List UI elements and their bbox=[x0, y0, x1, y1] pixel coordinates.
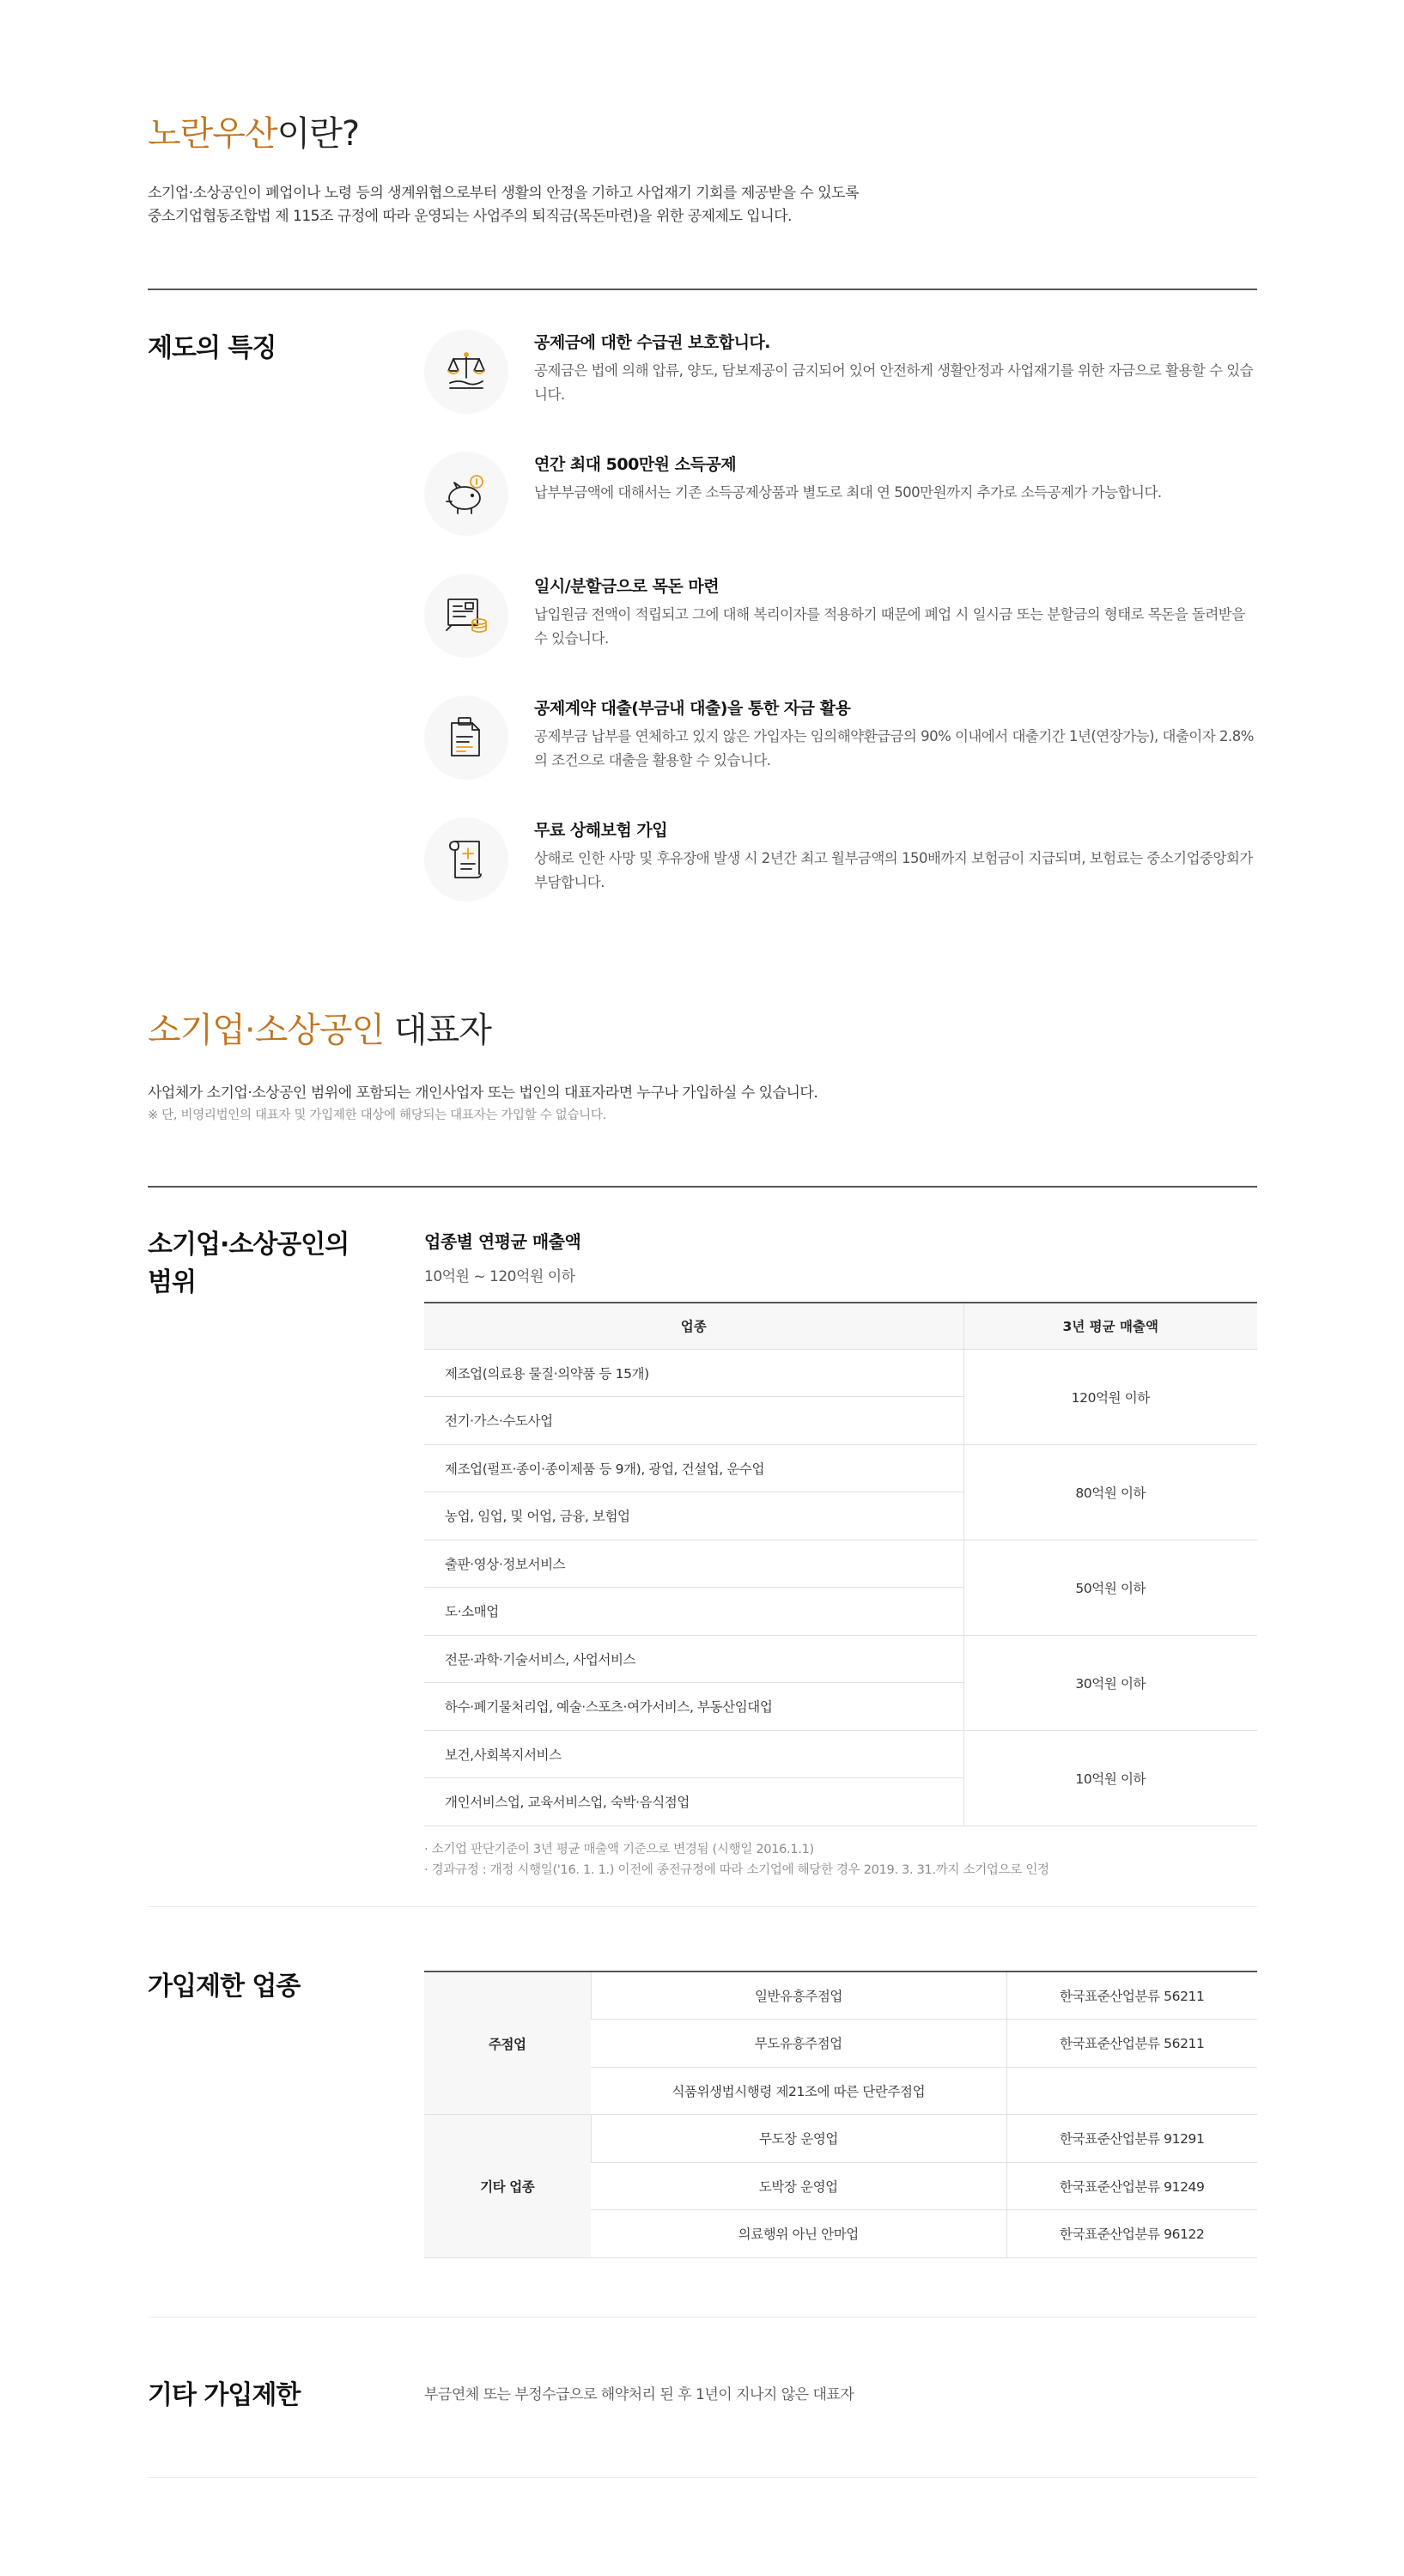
table-header-row bbox=[424, 1303, 1257, 1349]
feature-item bbox=[424, 330, 1257, 424]
document-coins-icon bbox=[424, 574, 508, 658]
table-row bbox=[424, 1971, 1257, 2020]
column-header-revenue: 3년 평균 매출액 bbox=[963, 1303, 1257, 1349]
scope-notes bbox=[424, 1839, 1049, 1880]
table-row bbox=[424, 1349, 1257, 1397]
section-divider bbox=[148, 1906, 1257, 1907]
scope-note: · 소기업 판단기준이 3년 평균 매출액 기준으로 변경됨 (시행일 2016.1.1) bbox=[424, 1843, 814, 1856]
scope-title-line: 범위 bbox=[148, 1267, 196, 1297]
feature-description: 상해로 인한 사망 및 후유장애 발생 시 2년간 최고 월부금액의 150배까지 보험금이 지급되며, 보험료는 중소기업중앙회가 부담합니다. bbox=[534, 850, 1253, 890]
feature-item bbox=[424, 696, 1257, 790]
industry-cell: 도박장 운영업 bbox=[591, 2162, 1006, 2210]
features-title: 제도의 특징 bbox=[148, 333, 277, 363]
intro-desc-line: 소기업·소상공인이 폐업이나 노령 등의 생계위협으로부터 생활의 안정을 기하고 사업재기 기회를 제공받을 수 있도록 bbox=[148, 185, 860, 202]
eligibility-title-accent: 소기업·소상공인 bbox=[148, 1011, 385, 1050]
eligibility-description: 사업체가 소기업·소상공인 범위에 포함되는 개인사업자 또는 법인의 대표자라면 누구나 가입하실 수 있습니다. bbox=[148, 1084, 818, 1102]
feature-item bbox=[424, 574, 1257, 668]
restricted-table bbox=[424, 1971, 1257, 2258]
feature-item bbox=[424, 817, 1257, 912]
feature-title: 공제계약 대출(부금내 대출)을 통한 자금 활용 bbox=[534, 699, 851, 718]
insurance-scroll-icon bbox=[424, 817, 508, 902]
revenue-cell: 120억원 이하 bbox=[963, 1349, 1257, 1444]
scope-title-line: 소기업·소상공인의 bbox=[148, 1230, 349, 1260]
eligibility-title-rest: 대표자 bbox=[384, 1011, 491, 1050]
industry-cell: 출판·영상·정보서비스 bbox=[424, 1540, 963, 1588]
code-cell: 한국표준산업분류 96122 bbox=[1006, 2210, 1257, 2258]
revenue-table bbox=[424, 1302, 1257, 1826]
intro-title-rest: 이란? bbox=[277, 114, 360, 154]
industry-cell: 전문·과학·기술서비스, 사업서비스 bbox=[424, 1635, 963, 1683]
feature-description: 납부부금액에 대해서는 기존 소득공제상품과 별도로 최대 연 500만원까지 추가로 소득공제가 가능합니다. bbox=[534, 484, 1162, 501]
industry-cell: 농업, 임업, 및 어업, 금융, 보험업 bbox=[424, 1492, 963, 1540]
table-row bbox=[424, 1444, 1257, 1492]
industry-cell: 무도유흥주점업 bbox=[591, 2020, 1006, 2068]
intro-title-accent: 노란우산 bbox=[148, 114, 277, 154]
eligibility-title bbox=[148, 1003, 491, 1052]
industry-cell: 개인서비스업, 교육서비스업, 숙박·음식점업 bbox=[424, 1778, 963, 1826]
intro-desc-line: 중소기업협동조합법 제 115조 규정에 따라 운영되는 사업주의 퇴직금(목돈마련)을 위한 공제제도 입니다. bbox=[148, 208, 792, 225]
code-cell: 한국표준산업분류 56211 bbox=[1006, 2020, 1257, 2068]
table-row bbox=[424, 1540, 1257, 1588]
industry-cell: 일반유흥주점업 bbox=[591, 1971, 1006, 2020]
code-cell: 한국표준산업분류 56211 bbox=[1006, 1971, 1257, 2020]
scope-note: · 경과규정 : 개정 시행일('16. 1. 1.) 이전에 종전규정에 따라 소기업에 해당한 경우 2019. 3. 31.까지 소기업으로 인정 bbox=[424, 1863, 1049, 1877]
feature-description: 납입원금 전액이 적립되고 그에 대해 복리이자를 적용하기 때문에 폐업 시 일시금 또는 분할금의 형태로 목돈을 돌려받을 수 있습니다. bbox=[534, 606, 1245, 647]
revenue-cell: 50억원 이하 bbox=[963, 1540, 1257, 1635]
eligibility-note: ※ 단, 비영리법인의 대표자 및 가입제한 대상에 해당되는 대표자는 가입할 수 없습니다. bbox=[148, 1109, 606, 1122]
section-divider bbox=[148, 2317, 1257, 2318]
industry-cell: 도·소매업 bbox=[424, 1588, 963, 1636]
industry-cell: 전기·가스·수도사업 bbox=[424, 1397, 963, 1445]
revenue-cell: 80억원 이하 bbox=[963, 1444, 1257, 1540]
code-cell: 한국표준산업분류 91249 bbox=[1006, 2162, 1257, 2210]
feature-description: 공제부금 납부를 연체하고 있지 않은 가입자는 임의해약환급금의 90% 이내에서 대출기간 1년(연장가능), 대출이자 2.8%의 조건으로 대출을 활용할 수 있습니다. bbox=[534, 728, 1254, 769]
section-divider bbox=[148, 2477, 1257, 2478]
intro-description bbox=[148, 182, 859, 228]
category-cell: 주점업 bbox=[424, 1971, 591, 2115]
scope-subtitle: 업종별 연평균 매출액 bbox=[424, 1231, 581, 1252]
other-title: 기타 가입제한 bbox=[148, 2380, 301, 2410]
industry-cell: 보건,사회복지서비스 bbox=[424, 1730, 963, 1778]
table-row bbox=[424, 1635, 1257, 1683]
industry-cell: 제조업(의료용 물질·의약품 등 15개) bbox=[424, 1349, 963, 1397]
industry-cell: 식품위생법시행령 제21조에 따른 단란주점업 bbox=[591, 2067, 1006, 2115]
scope-title bbox=[148, 1226, 349, 1302]
restricted-title: 가입제한 업종 bbox=[148, 1971, 301, 2002]
code-cell: 한국표준산업분류 91291 bbox=[1006, 2115, 1257, 2163]
table-row bbox=[424, 1730, 1257, 1778]
revenue-cell: 30억원 이하 bbox=[963, 1635, 1257, 1730]
contract-document-icon bbox=[424, 696, 508, 780]
revenue-cell: 10억원 이하 bbox=[963, 1730, 1257, 1826]
scope-range: 10억원 ~ 120억원 이하 bbox=[424, 1268, 575, 1285]
feature-title: 연간 최대 500만원 소득공제 bbox=[534, 455, 737, 474]
section-divider bbox=[148, 1186, 1257, 1188]
industry-cell: 무도장 운영업 bbox=[591, 2115, 1006, 2163]
intro-title bbox=[148, 106, 359, 155]
feature-item bbox=[424, 452, 1257, 546]
column-header-industry: 업종 bbox=[424, 1303, 963, 1349]
feature-title: 무료 상해보험 가입 bbox=[534, 821, 668, 840]
industry-cell: 제조업(펄프·종이·종이제품 등 9개), 광업, 건설업, 운수업 bbox=[424, 1444, 963, 1492]
feature-title: 공제금에 대한 수급권 보호합니다. bbox=[534, 333, 771, 352]
section-divider bbox=[148, 289, 1257, 290]
industry-cell: 의료행위 아닌 안마업 bbox=[591, 2210, 1006, 2258]
category-cell: 기타 업종 bbox=[424, 2115, 591, 2258]
code-cell bbox=[1006, 2067, 1257, 2115]
industry-cell: 하수·폐기물처리업, 예술·스포츠·여가서비스, 부동산임대업 bbox=[424, 1683, 963, 1731]
other-description: 부금연체 또는 부정수급으로 해약처리 된 후 1년이 지나지 않은 대표자 bbox=[424, 2386, 854, 2403]
feature-description: 공제금은 법에 의해 압류, 양도, 담보제공이 금지되어 있어 안전하게 생활안정과 사업재기를 위한 자금으로 활용할 수 있습니다. bbox=[534, 362, 1254, 403]
table-row bbox=[424, 2115, 1257, 2163]
feature-title: 일시/분할금으로 목돈 마련 bbox=[534, 577, 720, 596]
scale-hand-icon bbox=[424, 330, 508, 414]
piggy-bank-icon bbox=[424, 452, 508, 536]
